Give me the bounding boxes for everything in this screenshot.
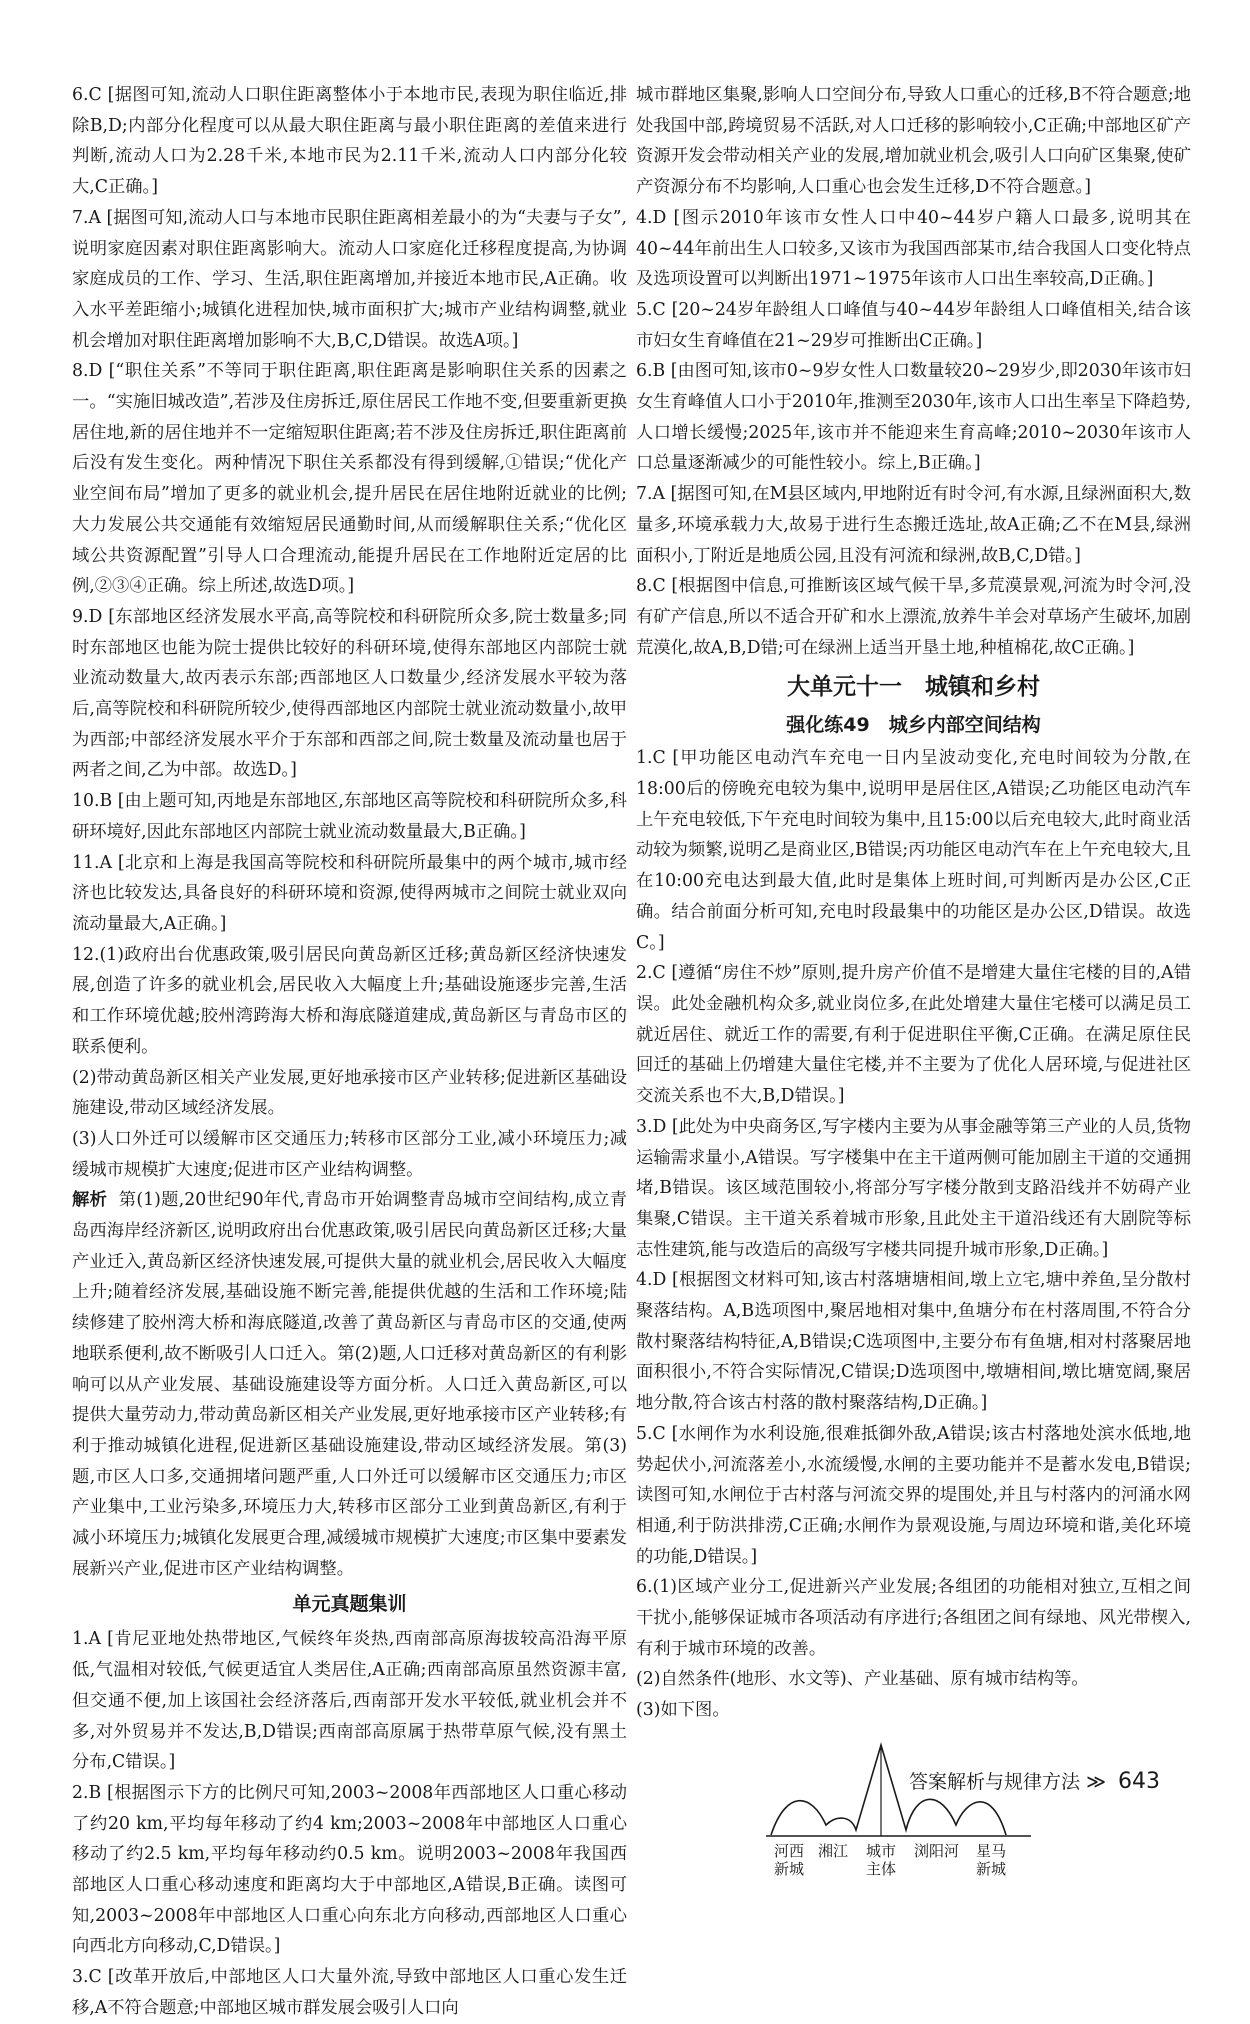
unit-answer-7: 7.A [据图可知,在M县区域内,甲地附近有时令河,有水源,且绿洲面积大,数量多,环境承载力大,故易于进行生态搬迁选址,故A正确;乙不在M县,绿洲面积小,丁附近是地质公园,且没有河流和绿洲,故B,C,D错。] [636, 484, 1191, 566]
unit-answer-6: 6.B [由图可知,该市0~9岁女性人口数量较20~29岁少,即2030年该市妇女生育峰值人口小于2010年,推测至2030年,该市人口出生率呈下降趋势,人口增长缓慢;2025年,该市并不能迎来生育高峰;2010~2030年该市人口总量逐渐减少的可能性较小。综上,B正确。] [636, 361, 1191, 474]
drill-answer-5: 5.C [水闸作为水利设施,很难抵御外敌,A错误;该古村落地处滨水低地,地势起伏小,河流落差小,水流缓慢,水闸的主要功能并不是蓄水发电,B错误;读图可知,水闸位于古村落与河流交界的堤围处,并且与村落内的河涌水网相通,利于防洪排涝,C正确;水闸作为景观设施,与周边环境和谐,美化环境的功能,D错误。] [636, 1423, 1191, 1567]
drill-answer-2: 2.C [遵循“房住不炒”原则,提升房产价值不是增建大量住宅楼的目的,A错误。此处金融机构众多,就业岗位多,在此处增建大量住宅楼可以满足员工就近居住、就近工作的需要,有利于促进职住平衡,C正确。在满足原住民回迁的基础上仍增建大量住宅楼,并不主要为了优化人居环境,与促进社区交流关系也不大,B,D错误。] [636, 963, 1191, 1107]
answer-6: 6.C [据图可知,流动人口职住距离整体小于本地市民,表现为职住临近,排除B,D;内部分化程度可以从最大职住距离与最小职住距离的差值来进行判断,流动人口为2.28千米,本地市民为2.11千米,流动人口内部分化较大,C正确。] [72, 85, 627, 198]
unit-answer-3: 3.C [改革开放后,中部地区人口大量外流,导致中部地区人口重心发生迁移,A不符合题意;中部地区城市群发展会吸引人口向 [72, 1967, 627, 2018]
drill-49-title: 强化练49 城乡内部空间结构 [786, 714, 1041, 737]
diagram-label-3: 城市 [866, 1841, 897, 1860]
answer-12-part3: (3)人口外迁可以缓解市区交通压力;转移市区部分工业,减小环境压力;减缓城市规模扩大速度;促进市区产业结构调整。 [72, 1128, 627, 1180]
drill-answer-6-part2: (2)自然条件(地形、水文等)、产业基础、原有城市结构等。 [636, 1669, 1089, 1690]
unit-answer-4: 4.D [图示2010年该市女性人口中40~44岁户籍人口最多,说明其在40~44年前出生人口较多,又该市为我国西部某市,结合我国人口变化特点及选项设置可以判断出1971~1975年该市人口出生率较高,D正确。] [636, 207, 1191, 290]
drill-answer-6-part3: (3)如下图。 [636, 1700, 730, 1721]
answer-12-part1: 12.(1)政府出台优惠政策,吸引居民向黄岛新区迁移;黄岛新区经济快速发展,创造了许多的就业机会,居民收入大幅度上升;基础设施逐步完善,生活和工作环境优越;胶州湾跨海大桥和海底隧道建成,黄岛新区与青岛市区的联系便利。 [72, 944, 627, 1057]
analysis-label: 解析 [72, 1190, 108, 1211]
unit-answer-1: 1.A [肯尼亚地处热带地区,气候终年炎热,西南部高原海拔较高沿海平原低,气温相对较低,气候更适宜人类居住,A正确;西南部高原虽然资源丰富,但交通不便,加上该国社会经济落后,西南部开发水平较低,就业机会并不多,对外贸易并不发达,B,D错误;西南部高原属于热带草原气候,没有黑土分布,C错误。] [72, 1629, 627, 1773]
answer-10: 10.B [由上题可知,丙地是东部地区,东部地区高等院校和科研院所众多,科研环境好,因此东部地区内部院士就业流动数量最大,B正确。] [72, 791, 627, 842]
unit-eleven-title: 大单元十一 城镇和乡村 [787, 674, 1040, 701]
answer-12-analysis [72, 1185, 627, 1584]
city-structure-diagram [766, 1730, 1036, 1880]
answer-12-part2: (2)带动黄岛新区相关产业发展,更好地承接市区产业转移;促进新区基础设施建设,带动区域经济发展。 [72, 1067, 627, 1119]
drill-answer-4: 4.D [根据图文材料可知,该古村落塘塘相间,墩上立宅,塘中养鱼,呈分散村聚落结构。A,B选项图中,聚居地相对集中,鱼塘分布在村落周围,不符合分散村聚落结构特征,A,B错误;C选项图中,主要分布有鱼塘,相对村落聚居地面积很小,不符合实际情况,C错误;D选项图中,墩塘相间,墩比塘宽阔,聚居地分散,符合该古村落的散村聚落结构,D正确。] [636, 1270, 1191, 1414]
analysis-body: 第(1)题,20世纪90年代,青岛市开始调整青岛城市空间结构,成立青岛西海岸经济新区,说明政府出台优惠政策,吸引居民向黄岛新区迁移;大量产业迁入,黄岛新区经济快速发展,可提供大量的就业机会,居民收入大幅度上升;随着经济发展,基础设施不断完善,能提供优越的生活和工作环境;陆续修建了胶州湾大桥和海底隧道,改善了黄岛新区与青岛市区的交通,使两地联系便利,故不断吸引人口迁入。第(2)题,人口迁移对黄岛新区的有利影响可以从产业发展、基础设施建设等方面分析。人口迁入黄岛新区,可以提供大量劳动力,带动黄岛新区相关产业发展,更好地承接市区产业转移;有利于推动城镇化进程,促进新区基础设施建设,带动区域经济发展。第(3)题,市区人口多,交通拥堵问题严重,人口外迁可以缓解市区交通压力;市区产业集中,工业污染多,环境压力大,转移市区部分工业到黄岛新区,有利于减小环境压力;城镇化发展更合理,减缓城市规模扩大速度;市区集中要素发展新兴产业,促进市区产业结构调整。 [72, 1190, 627, 1579]
diagram-sublabel-1: 新城 [774, 1859, 805, 1878]
unit-answer-5: 5.C [20~24岁年龄组人口峰值与40~44岁年龄组人口峰值相关,结合该市妇女生育峰值在21~29岁可推断出C正确。] [636, 299, 1191, 351]
answer-7: 7.A [据图可知,流动人口与本地市民职住距离相差最小的为“夫妻与子女”,说明家庭因素对职住距离影响大。流动人口家庭化迁移程度提高,为协调家庭成员的工作、学习、生活,职住距离增加,并接近本地市民,A正确。收入水平差距缩小;城镇化进程加快,城市面积扩大;城市产业结构调整,就业机会增加对职住距离增加影响不大,B,C,D错误。故选A项。] [72, 207, 627, 351]
unit-answer-3-continued: 城市群地区集聚,影响人口空间分布,导致人口重心的迁移,B不符合题意;地处我国中部,跨境贸易不活跃,对人口迁移的影响较小,C正确;中部地区矿产资源开发会带动相关产业的发展,增加就业机会,吸引人口向矿区集聚,使矿产资源分布不均影响,人口重心也会发生迁移,D不符合题意。] [636, 85, 1191, 198]
answer-11: 11.A [北京和上海是我国高等院校和科研院所最集中的两个城市,城市经济也比较发达,具备良好的科研环境和资源,使得两城市之间院士就业双向流动量最大,A正确。] [72, 852, 627, 934]
answer-9: 9.D [东部地区经济发展水平高,高等院校和科研院所众多,院士数量多;同时东部地区也能为院士提供比较好的科研环境,使得东部地区内部院士就业流动数量大,故丙表示东部;西部地区人口数量少,经济发展水平较为落后,高等院校和科研院所较少,使得西部地区内部院士就业流动数量小,故甲为西部;中部经济发展水平介于东部和西部之间,院士数量及流动量也居于两者之间,乙为中部。故选D。] [72, 606, 627, 781]
answer-8: 8.D [“职住关系”不等同于职住距离,职住距离是影响职住关系的因素之一。“实施旧城改造”,若涉及住房拆迁,原住居民工作地不变,但要重新更换居住地,新的居住地并不一定缩短职住距离;若不涉及住房拆迁,职住距离前后没有发生变化。两种情况下职住关系都没有得到缓解,①错误;“优化产业空间布局”增加了更多的就业机会,提升居民在居住地附近就业的比例;大力发展公共交通能有效缩短居民通勤时间,从而缓解职住关系;“优化区域公共资源配置”引导人口合理流动,能提升居民在工作地附近定居的比例,②③④正确。综上所述,故选D项。] [72, 361, 627, 597]
unit-review-title: 单元真题集训 [292, 1593, 407, 1616]
drill-answer-1: 1.C [甲功能区电动汽车充电一日内呈波动变化,充电时间较为分散,在18:00后的傍晚充电较为集中,说明甲是居住区,A错误;乙功能区电动汽车上午充电较低,下午充电时间较为集中,且15:00以后充电较大,此时商业活动较为频繁,说明乙是商业区,B错误;丙功能区电动汽车在上午充电较大,且在10:00充电达到最大值,此时是集体上班时间,可判断丙是办公区,C正确。结合前面分析可知,充电时段最集中的功能区是办公区,D错误。故选C。] [636, 748, 1191, 953]
unit-answer-2: 2.B [根据图示下方的比例尺可知,2003~2008年西部地区人口重心移动了约20 km,平均每年移动了约4 km;2003~2008年中部地区人口重心移动了约2.5 km,平均每年移动约0.5 km。说明2003~2008年我国西部地区人口重心移动速度和距离均大于中部地区,A错误,B正确。读图可知,2003~2008年中部地区人口重心向东北方向移动,西部地区人口重心向西北方向移动,C,D错误。] [72, 1782, 627, 1957]
diagram-label-4: 浏阳河 [914, 1841, 960, 1860]
diagram-label-1: 河西 [774, 1841, 805, 1860]
page-footer [909, 1767, 1160, 1794]
diagram-label-2: 湘江 [818, 1841, 849, 1860]
page-number: 643 [1118, 1769, 1160, 1794]
left-column [72, 80, 627, 2024]
footer-title: 答案解析与规律方法 [909, 1771, 1081, 1793]
right-column [636, 80, 1191, 1880]
drill-answer-6-part1: 6.(1)区域产业分工,促进新兴产业发展;各组团的功能相对独立,互相之间干扰小,能够保证城市各项活动有序进行;各组团之间有绿地、风光带楔入,有利于城市环境的改善。 [636, 1577, 1191, 1659]
drill-answer-3: 3.D [此处为中央商务区,写字楼内主要为从事金融等第三产业的人员,货物运输需求量小,A错误。写字楼集中在主干道两侧可能加剧主干道的交通拥堵,B错误。该区域范围较小,将部分写字楼分散到支路沿线并不妨碍产业集聚,C错误。主干道关系着城市形象,且此处主干道沿线还有大剧院等标志性建筑,能与改造后的高级写字楼共同提升城市形象,D正确。] [636, 1116, 1191, 1260]
diagram-label-5: 星马 [976, 1841, 1007, 1860]
diagram-sublabel-3: 主体 [866, 1859, 897, 1878]
diagram-sublabel-5: 新城 [976, 1859, 1007, 1878]
footer-arrows: ≫ [1086, 1771, 1106, 1793]
unit-answer-8: 8.C [根据图中信息,可推断该区域气候干旱,多荒漠景观,河流为时令河,没有矿产信息,所以不适合开矿和水上漂流,放养牛羊会对草场产生破坏,加剧荒漠化,故A,B,D错;可在绿洲上适当开垦土地,种植棉花,故C正确。] [636, 576, 1191, 658]
